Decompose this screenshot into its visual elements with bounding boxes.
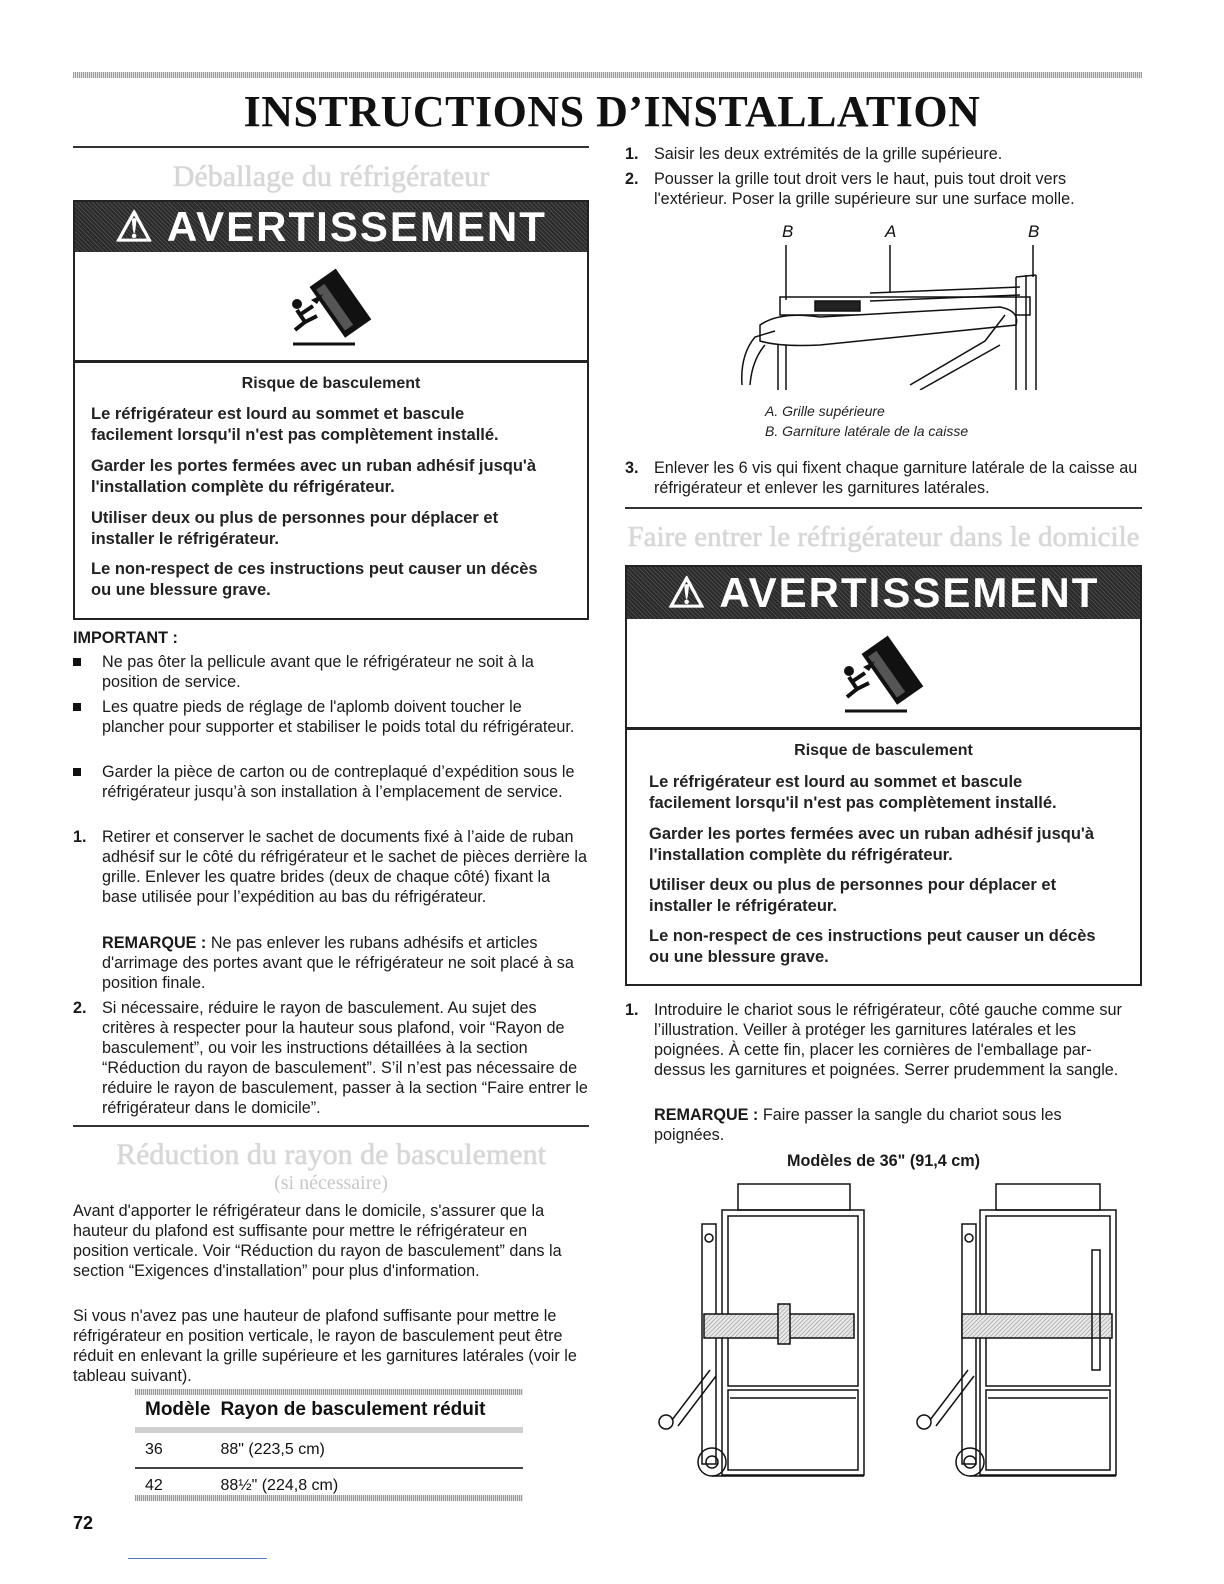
section-title-reduction: Réduction du rayon de basculement (116, 1138, 546, 1171)
warning-paragraph: Garder les portes fermées avec un ruban adhésif jusqu'à l'installation complète du réfrigérateur. (91, 457, 537, 496)
figure-label-b: B (782, 222, 794, 241)
warning-header: ⚠ AVERTISSEMENT (75, 202, 587, 252)
top-rule (73, 72, 1142, 78)
table-header: Modèle (145, 1399, 211, 1420)
step-number: 1. (625, 145, 639, 163)
warning-paragraph: Le réfrigérateur est lourd au sommet et bascule facilement lorsqu'il n'est pas complètement installé. (649, 773, 1057, 812)
table-bottom-rule (135, 1495, 523, 1501)
tip-over-icon (835, 631, 935, 717)
section-title-enter: Faire entrer le réfrigérateur dans le domicile (627, 521, 1140, 553)
models-title: Modèles de 36" (91,4 cm) (786, 1152, 980, 1170)
warning-header: ⚠ AVERTISSEMENT (627, 567, 1140, 619)
table-cell: 42 (145, 1477, 163, 1494)
list-item: Ne pas ôter la pellicule avant que le réfrigérateur ne soit à la position de service. (102, 653, 534, 691)
figure-label-a: A (885, 222, 897, 241)
page-title: INSTRUCTIONS D’INSTALLATION (243, 87, 981, 136)
table-cell: 88" (223,5 cm) (220, 1441, 325, 1458)
spec-table (135, 1395, 523, 1503)
paragraph: Avant d'apporter le réfrigérateur dans le domicile, s'assurer que la hauteur du plafond est suffisante pour mettre le réfrigérateur en position verticale. Voir “Réduction du rayon de basculement” dans la section “Exigences d'installation” pour plus d'information. (73, 1202, 562, 1280)
dolly-illustration (650, 1180, 1130, 1490)
warning-paragraph: Le non-respect de ces instructions peut causer un décès ou une blessure grave. (649, 927, 1096, 966)
table-row (135, 1430, 523, 1468)
tip-over-icon (283, 264, 383, 350)
step-number: 2. (625, 170, 639, 188)
bullet-icon (73, 703, 81, 711)
bullet-icon (73, 658, 81, 666)
remark-text: Ne pas enlever les rubans adhésifs et articles d'arrimage des portes avant que le réfrigérateur ne soit placé à sa position finale. (102, 934, 574, 992)
remark-label: REMARQUE : (102, 934, 207, 952)
step-number: 3. (625, 459, 639, 477)
step-text: Introduire le chariot sous le réfrigérateur, côté gauche comme sur l’illustration. Veiller à protéger les garnitures latérales et les poignées. À cette fin, placer les cornières de l'emballage par-dessus les garnitures et poignées. Serrer prudemment la sangle. (654, 1001, 1122, 1079)
paragraph: Si vous n'avez pas une hauteur de plafond suffisante pour mettre le réfrigérateur en position verticale, le rayon de basculement peut être réduit en enlevant la grille supérieure et les garnitures latérales (voir le tableau suivant). (73, 1307, 577, 1385)
step-text: Retirer et conserver le sachet de documents fixé à l’aide de ruban adhésif sur le côté du réfrigérateur et le sachet de pièces derrière la grille. Enlever les quatre brides (deux de chaque côté) fixant la base utilisée pour l’expédition au bas du réfrigérateur. (102, 828, 587, 906)
figure-caption: B. Garniture latérale de la caisse (765, 423, 969, 439)
remark-label: REMARQUE : (654, 1106, 759, 1124)
section-subtitle: (si nécessaire) (274, 1172, 388, 1194)
warning-paragraph: Utiliser deux ou plus de personnes pour déplacer et installer le réfrigérateur. (649, 876, 1057, 915)
warning-paragraph: Garder les portes fermées avec un ruban adhésif jusqu'à l'installation complète du réfrigérateur. (649, 825, 1095, 864)
step-text: Saisir les deux extrémités de la grille supérieure. (654, 145, 1003, 163)
footer-line (128, 1558, 267, 1559)
step-text: Si nécessaire, réduire le rayon de basculement. Au sujet des critères à respecter pour la hauteur sous plafond, voir “Rayon de basculement”, ou voir les instructions détaillées à la section “Réduction du rayon de basculement”. S’il n’est pas nécessaire de réduire le rayon de basculement, passer à la section “Faire entrer le réfrigérateur dans le domicile”. (102, 999, 588, 1117)
risk-title: Risque de basculement (794, 742, 973, 759)
warning-paragraph: Le non-respect de ces instructions peut causer un décès ou une blessure grave. (91, 560, 538, 599)
step-number: 2. (73, 999, 87, 1017)
warning-paragraph: Utiliser deux ou plus de personnes pour déplacer et installer le réfrigérateur. (91, 509, 499, 548)
risk-title: Risque de basculement (241, 375, 421, 392)
warning-triangle-icon: ⚠ (667, 569, 708, 616)
section-rule (625, 507, 1142, 509)
bullet-icon (73, 768, 81, 776)
table-cell: 88½" (224,8 cm) (220, 1477, 339, 1494)
section-title-unpack: Déballage du réfrigérateur (172, 160, 490, 193)
table-cell: 36 (145, 1441, 163, 1458)
figure-caption: A. Grille supérieure (765, 403, 885, 419)
step-number: 1. (625, 1001, 639, 1019)
warning-divider (75, 360, 587, 363)
warning-divider (627, 727, 1140, 730)
step-number: 1. (73, 828, 87, 846)
table-header: Rayon de basculement réduit (220, 1399, 486, 1420)
section-rule (73, 1125, 589, 1127)
warning-box (73, 200, 589, 620)
important-label: IMPORTANT : (73, 629, 178, 647)
remark-text: Faire passer la sangle du chariot sous les poignées. (654, 1106, 1062, 1144)
figure-label-b: B (1028, 222, 1040, 241)
remark (654, 1105, 1124, 1145)
section-rule (73, 146, 589, 148)
list-item: Les quatre pieds de réglage de l'aplomb doivent toucher le plancher pour supporter et stabiliser le poids total du réfrigérateur. (102, 698, 575, 736)
step-text: Pousser la grille tout droit vers le haut, puis tout droit vers l'extérieur. Poser la grille supérieure sur une surface molle. (654, 170, 1075, 208)
warning-box (625, 565, 1142, 986)
page-number: 72 (73, 1513, 94, 1533)
grille-removal-illustration (720, 245, 1050, 390)
warning-paragraph: Le réfrigérateur est lourd au sommet et bascule facilement lorsqu'il n'est pas complètement installé. (91, 405, 499, 444)
remark (102, 933, 588, 993)
step-text: Enlever les 6 vis qui fixent chaque garniture latérale de la caisse au réfrigérateur et enlever les garnitures latérales. (654, 459, 1138, 497)
warning-triangle-icon: ⚠ (115, 203, 155, 250)
list-item: Garder la pièce de carton ou de contreplaqué d’expédition sous le réfrigérateur jusqu’à son installation à l’emplacement de service. (102, 763, 575, 801)
